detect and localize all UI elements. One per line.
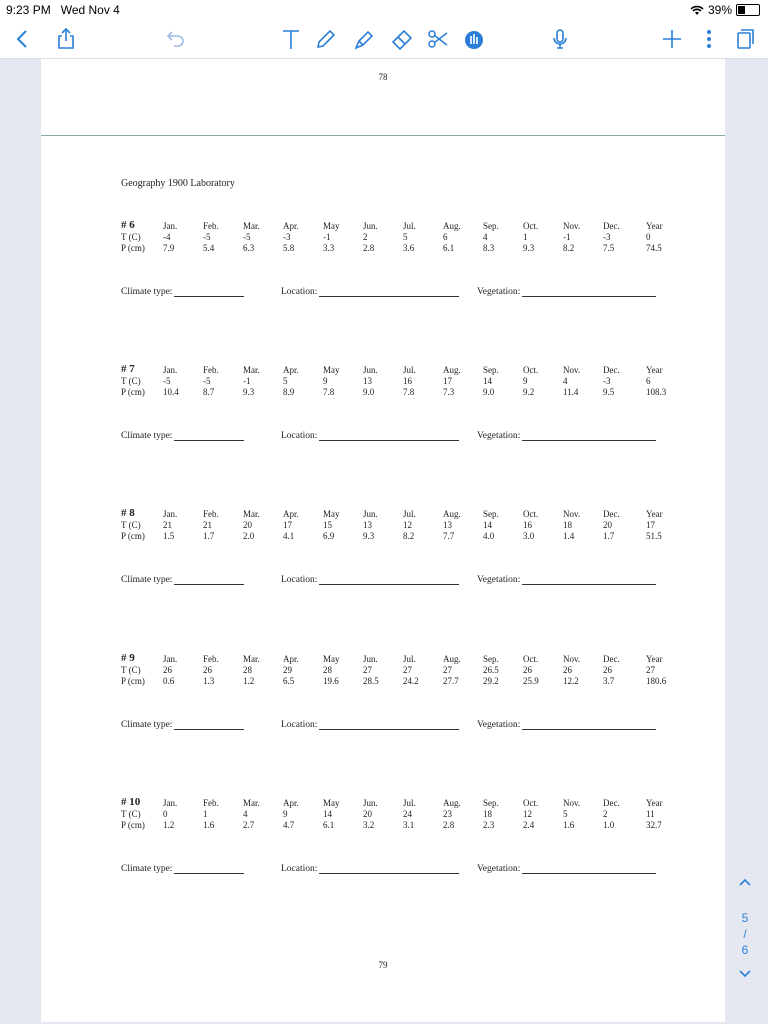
precipitation-value: 8.7 — [203, 387, 215, 397]
pages-icon[interactable] — [732, 26, 758, 52]
battery-icon — [736, 4, 760, 16]
precipitation-value: 1.0 — [603, 820, 615, 830]
month-header: Jul. — [403, 365, 416, 375]
precipitation-row-label: P (cm) — [121, 387, 145, 397]
climate-blank-line[interactable] — [174, 720, 244, 730]
temperature-value: 2 — [363, 232, 368, 242]
climate-label: Climate type: — [121, 864, 173, 874]
month-header: Apr. — [283, 365, 299, 375]
precipitation-value: 9.2 — [523, 387, 535, 397]
page-separator: / — [743, 927, 747, 941]
precipitation-row-label: P (cm) — [121, 820, 145, 830]
month-header: Nov. — [563, 509, 581, 519]
precipitation-value: 5.4 — [203, 243, 215, 253]
precipitation-value: 108.3 — [646, 387, 667, 397]
temperature-value: 24 — [403, 809, 412, 819]
month-header: Jan. — [163, 221, 178, 231]
wifi-icon — [690, 5, 704, 16]
precipitation-value: 2.3 — [483, 820, 495, 830]
temperature-value: 26 — [563, 665, 572, 675]
climate-label: Climate type: — [121, 575, 173, 585]
location-label: Location: — [281, 575, 318, 585]
more-icon[interactable] — [696, 26, 722, 52]
month-header: Aug. — [443, 365, 461, 375]
temperature-value: 9 — [323, 376, 328, 386]
month-header: Nov. — [563, 365, 581, 375]
month-header: Feb. — [203, 365, 219, 375]
month-header: Jul. — [403, 798, 416, 808]
month-header: Jan. — [163, 509, 178, 519]
temperature-value: 11 — [646, 809, 655, 819]
location-label: Location: — [281, 864, 318, 874]
temperature-value: 16 — [523, 520, 532, 530]
temperature-value: 29 — [283, 665, 292, 675]
month-header: May — [323, 798, 340, 808]
precipitation-value: 3.2 — [363, 820, 375, 830]
month-header: Sep. — [483, 798, 499, 808]
page-header: Geography 1900 Laboratory — [121, 178, 235, 189]
battery-indicator — [690, 3, 760, 17]
temperature-value: 14 — [483, 376, 492, 386]
temperature-value: 27 — [443, 665, 452, 675]
month-header: Oct. — [523, 798, 539, 808]
plus-icon[interactable] — [659, 26, 685, 52]
climate-field — [121, 575, 244, 585]
temperature-value: 13 — [443, 520, 452, 530]
month-header: Feb. — [203, 654, 219, 664]
temperature-value: 13 — [363, 376, 372, 386]
month-header: Apr. — [283, 509, 299, 519]
temperature-value: 26 — [203, 665, 212, 675]
temperature-value: -5 — [203, 376, 211, 386]
month-header: Nov. — [563, 654, 581, 664]
month-header: Dec. — [603, 365, 620, 375]
month-header: Jul. — [403, 654, 416, 664]
month-header: Oct. — [523, 221, 539, 231]
temperature-value: 12 — [523, 809, 532, 819]
month-header: May — [323, 365, 340, 375]
vegetation-blank-line[interactable] — [522, 720, 656, 730]
vegetation-blank-line[interactable] — [522, 431, 656, 441]
month-header: Feb. — [203, 509, 219, 519]
status-time: 9:23 PM Wed Nov 4 — [6, 3, 120, 17]
month-header: Aug. — [443, 654, 461, 664]
precipitation-value: 6.1 — [323, 820, 335, 830]
status-bar — [0, 0, 768, 20]
precipitation-value: 11.4 — [563, 387, 579, 397]
vegetation-label: Vegetation: — [477, 287, 521, 297]
climate-blank-line[interactable] — [174, 864, 244, 874]
precipitation-value: 2.0 — [243, 531, 255, 541]
current-page: 5 — [741, 911, 749, 925]
temperature-value: 20 — [243, 520, 252, 530]
temperature-value: -1 — [563, 232, 571, 242]
month-header: Mar. — [243, 798, 260, 808]
month-header: Apr. — [283, 221, 299, 231]
vegetation-blank-line[interactable] — [522, 864, 656, 874]
month-header: Jan. — [163, 654, 178, 664]
month-header: Mar. — [243, 509, 260, 519]
temperature-value: 28 — [323, 665, 332, 675]
temperature-row-label: T (C) — [121, 520, 141, 530]
station-label: # 9 — [121, 652, 135, 664]
precipitation-value: 1.7 — [203, 531, 215, 541]
precipitation-row-label: P (cm) — [121, 676, 145, 686]
month-header: Jun. — [363, 654, 378, 664]
month-header: Mar. — [243, 221, 260, 231]
temperature-value: -5 — [163, 376, 171, 386]
precipitation-value: 25.9 — [523, 676, 539, 686]
vegetation-label: Vegetation: — [477, 431, 521, 441]
location-field — [281, 431, 459, 441]
month-header: Sep. — [483, 221, 499, 231]
temperature-value: 4 — [563, 376, 568, 386]
location-label: Location: — [281, 431, 318, 441]
month-header: Dec. — [603, 654, 620, 664]
precipitation-value: 2.8 — [363, 243, 375, 253]
undo-icon[interactable] — [163, 26, 189, 52]
precipitation-value: 1.6 — [563, 820, 575, 830]
precipitation-value: 3.6 — [403, 243, 415, 253]
vegetation-field — [477, 575, 656, 585]
precipitation-value: 7.8 — [323, 387, 335, 397]
month-header: May — [323, 509, 340, 519]
climate-field — [121, 720, 244, 730]
vegetation-blank-line[interactable] — [522, 575, 656, 585]
temperature-value: 21 — [203, 520, 212, 530]
temperature-value: 26.5 — [483, 665, 499, 675]
location-field — [281, 575, 459, 585]
total-pages: 6 — [741, 943, 749, 957]
precipitation-value: 9.3 — [363, 531, 375, 541]
month-header: Sep. — [483, 509, 499, 519]
month-header: Dec. — [603, 798, 620, 808]
temperature-value: 17 — [283, 520, 292, 530]
precipitation-value: 9.3 — [243, 387, 255, 397]
month-header: Sep. — [483, 654, 499, 664]
precipitation-value: 1.6 — [203, 820, 215, 830]
temperature-value: 27 — [363, 665, 372, 675]
precipitation-value: 9.5 — [603, 387, 615, 397]
precipitation-value: 74.5 — [646, 243, 662, 253]
precipitation-value: 9.0 — [483, 387, 495, 397]
temperature-value: 12 — [403, 520, 412, 530]
month-header: Year — [646, 365, 663, 375]
temperature-value: 18 — [483, 809, 492, 819]
vegetation-field — [477, 287, 656, 297]
precipitation-value: 8.9 — [283, 387, 295, 397]
precipitation-value: 6.1 — [443, 243, 455, 253]
temperature-value: 13 — [363, 520, 372, 530]
precipitation-value: 2.4 — [523, 820, 535, 830]
precipitation-value: 1.7 — [603, 531, 615, 541]
location-blank-line[interactable] — [319, 864, 459, 874]
station-label: # 6 — [121, 219, 135, 231]
precipitation-value: 6.5 — [283, 676, 295, 686]
temperature-value: 2 — [603, 809, 608, 819]
month-header: Mar. — [243, 654, 260, 664]
month-header: Mar. — [243, 365, 260, 375]
month-header: Year — [646, 798, 663, 808]
climate-label: Climate type: — [121, 720, 173, 730]
month-header: Oct. — [523, 654, 539, 664]
back-chevron-icon[interactable] — [10, 26, 36, 52]
month-header: Nov. — [563, 221, 581, 231]
temperature-value: -4 — [163, 232, 171, 242]
climate-label: Climate type: — [121, 287, 173, 297]
precipitation-value: 4.1 — [283, 531, 295, 541]
temperature-value: 26 — [603, 665, 612, 675]
month-header: Jan. — [163, 798, 178, 808]
precipitation-value: 1.4 — [563, 531, 575, 541]
month-header: Feb. — [203, 221, 219, 231]
temperature-row-label: T (C) — [121, 376, 141, 386]
temperature-value: -5 — [243, 232, 251, 242]
temperature-row-label: T (C) — [121, 232, 141, 242]
temperature-value: -3 — [283, 232, 291, 242]
share-icon[interactable] — [53, 26, 79, 52]
temperature-value: 28 — [243, 665, 252, 675]
temperature-value: 15 — [323, 520, 332, 530]
precipitation-value: 24.2 — [403, 676, 419, 686]
precipitation-value: 2.8 — [443, 820, 455, 830]
temperature-value: 0 — [646, 232, 651, 242]
station-label: # 7 — [121, 363, 135, 375]
climate-label: Climate type: — [121, 431, 173, 441]
climate-blank-line[interactable] — [174, 575, 244, 585]
month-header: Feb. — [203, 798, 219, 808]
temperature-value: 14 — [483, 520, 492, 530]
precipitation-value: 4.0 — [483, 531, 495, 541]
precipitation-value: 3.0 — [523, 531, 535, 541]
month-header: Nov. — [563, 798, 581, 808]
precipitation-value: 3.7 — [603, 676, 615, 686]
vegetation-label: Vegetation: — [477, 720, 521, 730]
temperature-value: 23 — [443, 809, 452, 819]
text-tool-icon[interactable] — [278, 26, 304, 52]
precipitation-value: 9.3 — [523, 243, 535, 253]
climate-field — [121, 431, 244, 441]
temperature-value: 5 — [403, 232, 408, 242]
month-header: May — [323, 654, 340, 664]
location-blank-line[interactable] — [319, 720, 459, 730]
temperature-value: 5 — [563, 809, 568, 819]
month-header: Aug. — [443, 798, 461, 808]
temperature-value: 0 — [163, 809, 168, 819]
toolbar — [0, 20, 768, 59]
temperature-value: 18 — [563, 520, 572, 530]
precipitation-row-label: P (cm) — [121, 243, 145, 253]
temperature-value: 6 — [646, 376, 651, 386]
temperature-value: 20 — [603, 520, 612, 530]
temperature-value: 1 — [523, 232, 528, 242]
precipitation-row-label: P (cm) — [121, 531, 145, 541]
month-header: Oct. — [523, 509, 539, 519]
temperature-value: -3 — [603, 232, 611, 242]
precipitation-value: 6.3 — [243, 243, 255, 253]
temperature-row-label: T (C) — [121, 665, 141, 675]
station-label: # 8 — [121, 507, 135, 519]
precipitation-value: 6.9 — [323, 531, 335, 541]
finger-touch-icon[interactable] — [461, 26, 487, 52]
location-field — [281, 864, 459, 874]
climate-field — [121, 864, 244, 874]
location-label: Location: — [281, 720, 318, 730]
temperature-value: -1 — [243, 376, 251, 386]
temperature-value: 6 — [443, 232, 448, 242]
month-header: Jun. — [363, 221, 378, 231]
location-label: Location: — [281, 287, 318, 297]
month-header: Dec. — [603, 509, 620, 519]
precipitation-value: 32.7 — [646, 820, 662, 830]
precipitation-value: 7.8 — [403, 387, 415, 397]
station-label: # 10 — [121, 796, 141, 808]
temperature-value: 20 — [363, 809, 372, 819]
chevron-down-icon[interactable] — [727, 962, 763, 986]
vegetation-label: Vegetation: — [477, 864, 521, 874]
location-field — [281, 720, 459, 730]
scissors-icon[interactable] — [425, 26, 451, 52]
precipitation-value: 1.2 — [163, 820, 175, 830]
month-header: Year — [646, 221, 663, 231]
precipitation-value: 4.7 — [283, 820, 295, 830]
temperature-row-label: T (C) — [121, 809, 141, 819]
temperature-value: 27 — [646, 665, 655, 675]
precipitation-value: 3.3 — [323, 243, 335, 253]
precipitation-value: 2.7 — [243, 820, 255, 830]
precipitation-value: 180.6 — [646, 676, 667, 686]
temperature-value: 26 — [523, 665, 532, 675]
month-header: Sep. — [483, 365, 499, 375]
temperature-value: -1 — [323, 232, 331, 242]
precipitation-value: 9.0 — [363, 387, 375, 397]
temperature-value: 27 — [403, 665, 412, 675]
precipitation-value: 27.7 — [443, 676, 459, 686]
page-number-bottom: 79 — [378, 960, 388, 970]
climate-blank-line[interactable] — [174, 431, 244, 441]
document-page — [41, 59, 725, 1022]
precipitation-value: 3.1 — [403, 820, 415, 830]
temperature-value: 16 — [403, 376, 412, 386]
precipitation-value: 28.5 — [363, 676, 379, 686]
precipitation-value: 7.9 — [163, 243, 175, 253]
temperature-value: 17 — [646, 520, 655, 530]
vegetation-label: Vegetation: — [477, 575, 521, 585]
chevron-up-icon[interactable] — [727, 870, 763, 894]
page-navigator — [727, 870, 763, 1000]
precipitation-value: 51.5 — [646, 531, 662, 541]
precipitation-value: 7.3 — [443, 387, 455, 397]
month-header: Jul. — [403, 221, 416, 231]
precipitation-value: 8.2 — [403, 531, 415, 541]
vegetation-field — [477, 431, 656, 441]
highlighter-icon[interactable] — [352, 26, 378, 52]
temperature-value: 4 — [243, 809, 248, 819]
month-header: Apr. — [283, 798, 299, 808]
climate-blank-line[interactable] — [174, 287, 244, 297]
month-header: Year — [646, 654, 663, 664]
location-field — [281, 287, 459, 297]
precipitation-value: 19.6 — [323, 676, 339, 686]
battery-percent: 39% — [707, 3, 732, 17]
month-header: May — [323, 221, 340, 231]
temperature-value: 21 — [163, 520, 172, 530]
month-header: Apr. — [283, 654, 299, 664]
eraser-icon[interactable] — [389, 26, 415, 52]
month-header: Jul. — [403, 509, 416, 519]
microphone-icon[interactable] — [547, 26, 573, 52]
temperature-value: 4 — [483, 232, 488, 242]
temperature-value: 14 — [323, 809, 332, 819]
precipitation-value: 10.4 — [163, 387, 179, 397]
precipitation-value: 5.8 — [283, 243, 295, 253]
vegetation-field — [477, 720, 656, 730]
vegetation-blank-line[interactable] — [522, 287, 656, 297]
month-header: Dec. — [603, 221, 620, 231]
precipitation-value: 1.5 — [163, 531, 175, 541]
location-blank-line[interactable] — [319, 431, 459, 441]
precipitation-value: 8.3 — [483, 243, 495, 253]
pen-icon[interactable] — [313, 26, 339, 52]
temperature-value: 9 — [283, 809, 288, 819]
month-header: Jan. — [163, 365, 178, 375]
temperature-value: 9 — [523, 376, 528, 386]
temperature-value: 1 — [203, 809, 208, 819]
month-header: Jun. — [363, 365, 378, 375]
location-blank-line[interactable] — [319, 287, 459, 297]
temperature-value: -3 — [603, 376, 611, 386]
month-header: Aug. — [443, 221, 461, 231]
page-number-top: 78 — [378, 72, 388, 82]
vegetation-field — [477, 864, 656, 874]
month-header: Oct. — [523, 365, 539, 375]
temperature-value: 26 — [163, 665, 172, 675]
temperature-value: -5 — [203, 232, 211, 242]
month-header: Jun. — [363, 798, 378, 808]
precipitation-value: 7.5 — [603, 243, 615, 253]
page-divider — [41, 135, 725, 136]
location-blank-line[interactable] — [319, 575, 459, 585]
month-header: Aug. — [443, 509, 461, 519]
precipitation-value: 1.3 — [203, 676, 215, 686]
precipitation-value: 8.2 — [563, 243, 575, 253]
month-header: Year — [646, 509, 663, 519]
precipitation-value: 7.7 — [443, 531, 455, 541]
month-header: Jun. — [363, 509, 378, 519]
temperature-value: 17 — [443, 376, 452, 386]
precipitation-value: 29.2 — [483, 676, 499, 686]
precipitation-value: 1.2 — [243, 676, 255, 686]
precipitation-value: 0.6 — [163, 676, 175, 686]
temperature-value: 5 — [283, 376, 288, 386]
precipitation-value: 12.2 — [563, 676, 579, 686]
climate-field — [121, 287, 244, 297]
